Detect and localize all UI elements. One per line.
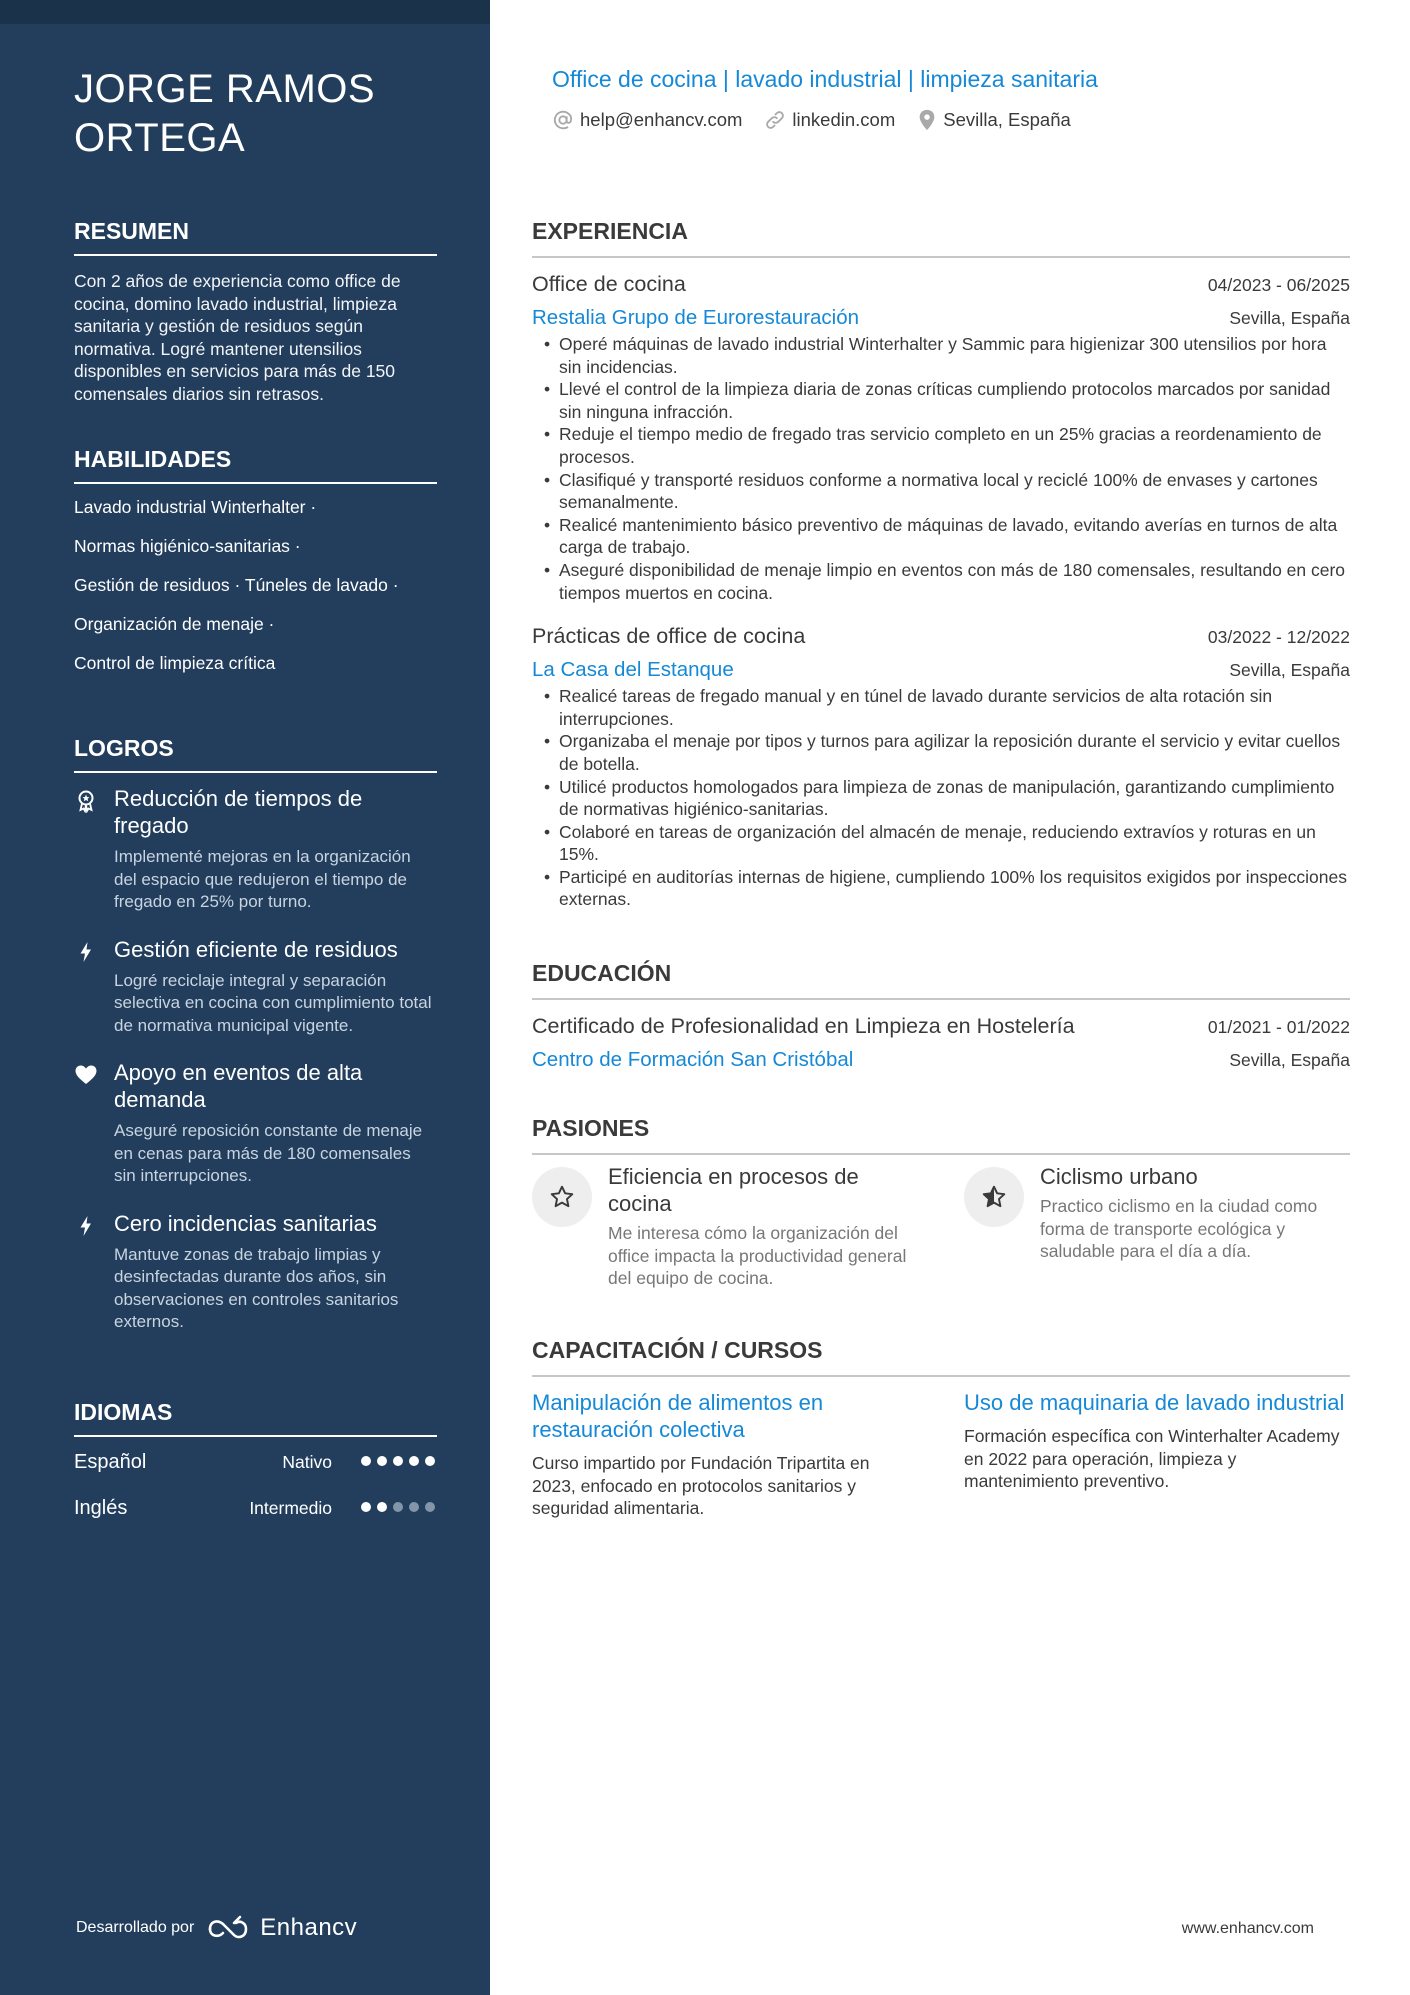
skill-item: Lavado industrial Winterhalter · (74, 497, 317, 517)
achievement-item (74, 1059, 437, 1188)
language-name: Español (74, 1451, 147, 1473)
rating-dot-filled (393, 1456, 403, 1466)
enhancv-brand-name: Enhancv (260, 1914, 358, 1941)
bullet-item: • Operé máquinas de lavado industrial Winterhalter y Sammic para higienizar 300 utensilios por hora sin incidencias. (532, 333, 1350, 378)
achievements-title: LOGROS (74, 733, 437, 773)
rating-dot-empty (393, 1502, 403, 1512)
main-content (532, 0, 1350, 1995)
degree-name: Certificado de Profesionalidad en Limpieza en Hostelería (532, 1014, 1075, 1038)
job-dates: 03/2022 - 12/2022 (1207, 627, 1350, 648)
passion-title: Ciclismo urbano (1040, 1164, 1198, 1189)
bullet-item: • Llevé el control de la limpieza diaria de zonas críticas cumpliendo protocolos marcados por sanidad sin ninguna infracción. (532, 378, 1350, 423)
bullet-item: • Organizaba el menaje por tipos y turnos para agilizar la reposición durante el servicio y evitar cuellos de botella. (532, 730, 1350, 775)
skill-item: Control de limpieza crítica (74, 653, 276, 673)
summary-text: Con 2 años de experiencia como office de cocina, domino lavado industrial, limpieza sanitaria y gestión de residuos según normativa. Logré mantener utensilios disponibles en servicios para más de 150 comensales diarios sin retrasos. (74, 271, 401, 404)
candidate-name: JORGE RAMOS ORTEGA (74, 67, 376, 160)
course-desc: Formación específica con Winterhalter Academy en 2022 para operación, limpieza y mantenimiento preventivo. (964, 1426, 1340, 1492)
linkedin-text: linkedin.com (792, 109, 896, 130)
language-rating (361, 1456, 435, 1466)
skill-item: Organización de menaje · (74, 614, 275, 634)
passion-icon-wrap (532, 1167, 592, 1227)
enhancv-logo-icon (206, 1915, 252, 1941)
achievement-item (74, 936, 437, 1038)
passion-title: Eficiencia en procesos de cocina (608, 1164, 859, 1216)
course-title: Manipulación de alimentos en restauración colectiva (532, 1390, 824, 1442)
skills-title: HABILIDADES (74, 444, 437, 484)
bullet-item: • Utilicé productos homologados para limpieza de zonas de manipulación, garantizando cumplimiento de normativas higiénico-sanitarias. (532, 776, 1350, 821)
job-dates: 04/2023 - 06/2025 (1207, 275, 1350, 295)
achievement-title: Gestión eficiente de residuos (114, 936, 398, 962)
rating-dot-filled (377, 1456, 387, 1466)
job-location: Sevilla, España (1229, 308, 1350, 328)
passion-desc: Practico ciclismo en la ciudad como forma de transporte ecológica y saludable para el día a día. (1040, 1196, 1318, 1262)
achievement-desc: Implementé mejoras en la organización del espacio que redujeron el tiempo de fregado en 25% por turno. (114, 847, 411, 911)
passion-item (532, 1163, 918, 1290)
rating-dot-filled (425, 1456, 435, 1466)
location-pin-icon (917, 109, 937, 131)
achievement-desc: Aseguré reposición constante de menaje en cenas para más de 180 comensales sin interrupciones. (114, 1121, 423, 1185)
language-rating (361, 1502, 435, 1512)
summary-section (74, 216, 437, 406)
passion-desc: Me interesa cómo la organización del office impacta la productividad general del equipo de cocina. (608, 1223, 907, 1289)
achievement-desc: Logré reciclaje integral y separación selectiva en cocina con cumplimiento total de normativa municipal vigente. (114, 970, 432, 1035)
job-role: Prácticas de office de cocina (532, 624, 806, 649)
contact-bar (552, 109, 1093, 131)
passions-title: PASIONES (532, 1113, 1350, 1155)
location-text: Sevilla, España (943, 109, 1071, 130)
course-title: Uso de maquinaria de lavado industrial (964, 1390, 1345, 1415)
lightning-icon (74, 940, 98, 964)
skills-section (74, 444, 437, 691)
course-item (964, 1389, 1350, 1520)
rating-dot-empty (409, 1502, 419, 1512)
bullet-item: • Participé en auditorías internas de higiene, cumpliendo 100% los requisitos exigidos por inspecciones externas. (532, 866, 1350, 911)
star-outline-icon (549, 1184, 575, 1210)
website-link[interactable]: www.enhancv.com (1181, 1920, 1314, 1937)
education-section (532, 958, 1350, 1073)
achievement-item (74, 785, 437, 914)
rating-dot-filled (377, 1502, 387, 1512)
job-location: Sevilla, España (1229, 660, 1350, 681)
link-icon (764, 109, 786, 131)
heart-icon (74, 1063, 98, 1087)
school-name: Centro de Formación San Cristóbal (532, 1048, 854, 1071)
job-company: La Casa del Estanque (532, 658, 734, 682)
job-bullets (532, 333, 1350, 604)
achievement-title: Reducción de tiempos de fregado (114, 786, 363, 838)
language-name: Inglés (74, 1497, 128, 1519)
star-half-icon (981, 1184, 1007, 1210)
passions-section (532, 1113, 1350, 1290)
lightning-icon (74, 1214, 98, 1238)
bullet-item: • Aseguré disponibilidad de menaje limpio en eventos con más de 180 comensales, resultando en cero tiempos muertos en cocina. (532, 559, 1350, 604)
passion-icon-wrap (964, 1167, 1024, 1227)
contact-email[interactable] (552, 109, 742, 131)
contact-location (917, 109, 1071, 131)
headline: Office de cocina | lavado industrial | limpieza sanitaria (552, 66, 1098, 92)
sidebar (0, 0, 490, 1995)
experience-title: EXPERIENCIA (532, 216, 1350, 258)
languages-section (74, 1397, 437, 1541)
language-level: Nativo (282, 1452, 332, 1472)
passion-item (964, 1163, 1350, 1290)
sidebar-top-strip (0, 0, 490, 24)
experience-section (532, 216, 1350, 929)
bullet-item: • Clasifiqué y transporté residuos conforme a normativa local y reciclé 100% de envases y cartones semanalmente. (532, 469, 1350, 514)
education-location: Sevilla, España (1229, 1050, 1350, 1070)
bullet-item: • Realicé tareas de fregado manual y en túnel de lavado durante servicios de alta rotación sin interrupciones. (532, 685, 1350, 730)
rating-dot-filled (409, 1456, 419, 1466)
job-bullets (532, 685, 1350, 911)
languages-title: IDIOMAS (74, 1397, 437, 1437)
contact-linkedin[interactable] (764, 109, 895, 131)
job-entry (532, 270, 1350, 604)
email-text: help@enhancv.com (580, 109, 743, 130)
bullet-item: • Realicé mantenimiento básico preventivo de máquinas de lavado, evitando averías en turnos de alta carga de trabajo. (532, 514, 1350, 559)
job-role: Office de cocina (532, 272, 686, 296)
bullet-item: • Colaboré en tareas de organización del almacén de menaje, reduciendo extravíos y roturas en un 15%. (532, 821, 1350, 866)
bullet-item: • Reduje el tiempo medio de fregado tras servicio completo en un 25% gracias a reordenamiento de procesos. (532, 423, 1350, 468)
education-title: EDUCACIÓN (532, 958, 1350, 1000)
enhancv-logo[interactable] (206, 1914, 357, 1942)
achievement-item (74, 1210, 437, 1334)
achievement-desc: Mantuve zonas de trabajo limpias y desinfectadas durante dos años, sin observaciones en controles sanitarios externos. (114, 1244, 399, 1331)
course-item (532, 1389, 918, 1520)
language-row (74, 1449, 437, 1495)
skill-item: Gestión de residuos · Túneles de lavado · (74, 575, 399, 595)
education-dates: 01/2021 - 01/2022 (1207, 1017, 1350, 1037)
developed-by (76, 1914, 357, 1942)
achievement-title: Cero incidencias sanitarias (114, 1210, 377, 1236)
rating-dot-filled (361, 1502, 371, 1512)
job-entry (532, 622, 1350, 911)
courses-title: CAPACITACIÓN / CURSOS (532, 1335, 1350, 1377)
language-level: Intermedio (249, 1498, 332, 1518)
summary-title: RESUMEN (74, 216, 437, 256)
skill-item: Normas higiénico-sanitarias · (74, 536, 301, 556)
courses-section (532, 1335, 1350, 1520)
award-icon (74, 789, 98, 813)
achievements-section (74, 733, 437, 1356)
developed-by-label: Desarrollado por (76, 1919, 195, 1936)
job-company: Restalia Grupo de Eurorestauración (532, 306, 860, 329)
language-row (74, 1495, 437, 1541)
achievement-title: Apoyo en eventos de alta demanda (114, 1060, 363, 1112)
rating-dot-filled (361, 1456, 371, 1466)
at-icon (552, 109, 574, 131)
course-desc: Curso impartido por Fundación Tripartita en 2023, enfocado en protocolos sanitarios y seguridad alimentaria. (532, 1453, 870, 1519)
rating-dot-empty (425, 1502, 435, 1512)
